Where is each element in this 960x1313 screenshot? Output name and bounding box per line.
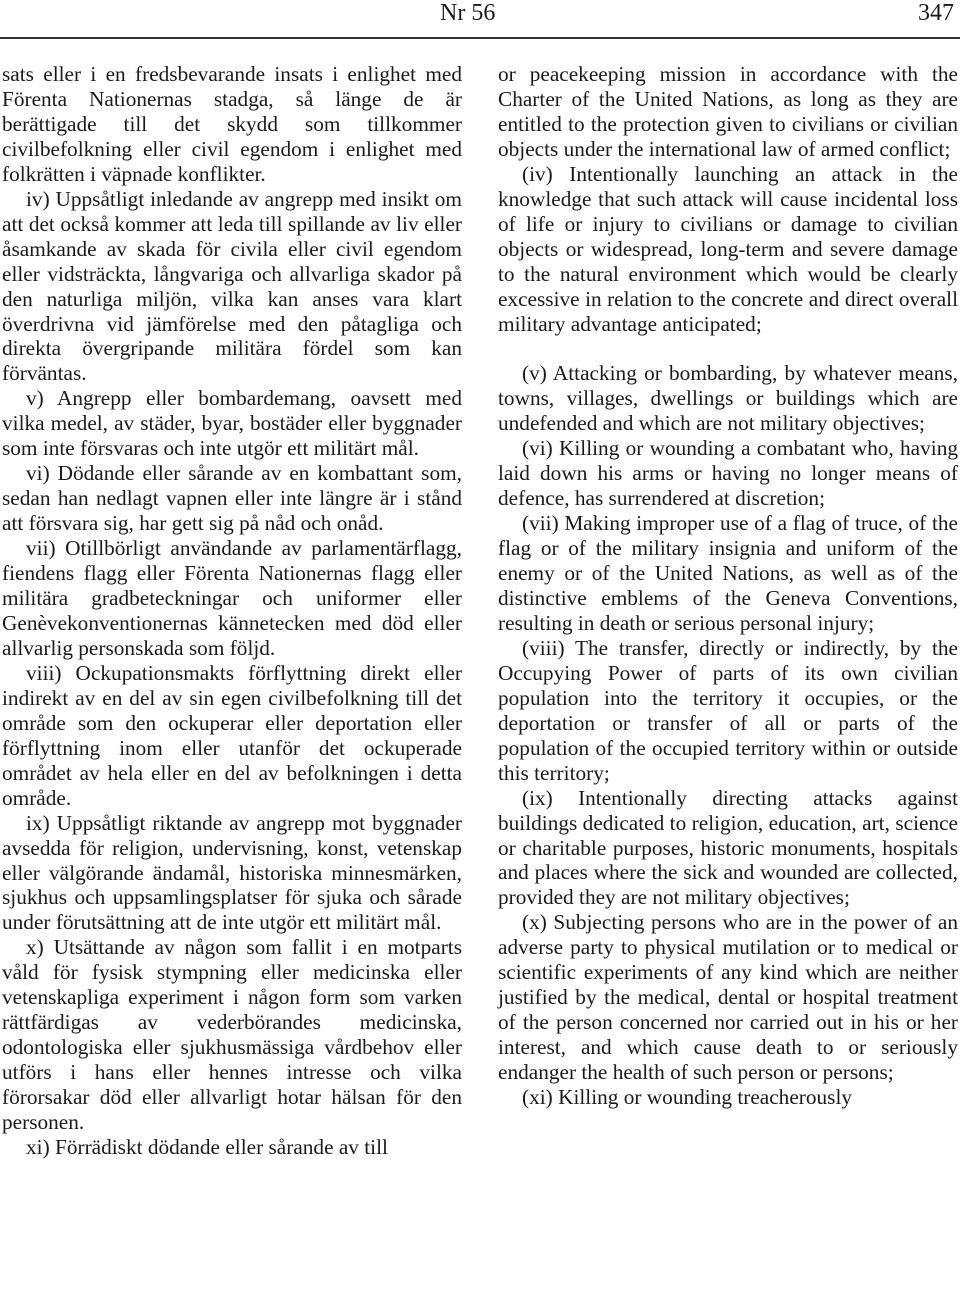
swedish-paragraph-vi: vi) Dödande eller sårande av en kombattant som, sedan han nedlagt vapnen eller inte längre är i stånd att försvara sig, har gett sig på nåd och onåd. <box>2 461 462 536</box>
swedish-paragraph-ix: ix) Uppsåtligt riktande av angrepp mot byggnader avsedda för religion, undervisning, konst, vetenskap eller välgörande ändamål, historiska minnesmärken, sjukhus och uppsamlingsplatser för sjuka och sårade under förutsättning att de inte utgör ett militärt mål. <box>2 810 462 935</box>
swedish-paragraph-x: x) Utsättande av någon som fallit i en motparts våld för fysisk stympning eller medicinska eller vetenskapliga experiment i någon form som varken rättfärdigas av vederbörandes medicinska, odontologiska eller sjukhusmässiga vårdbehov eller utförs i hans eller hennes intresse och vilka förorsakar död eller allvarligt hotar hälsan för den personen. <box>2 935 462 1135</box>
english-paragraph-viii: (viii) The transfer, directly or indirectly, by the Occupying Power of parts of its own civilian population into the territory it occupies, or the deportation or transfer of all or parts of the population of the occupied territory within or outside this territory; <box>498 635 958 785</box>
swedish-column <box>2 62 462 1160</box>
english-paragraph-vi: (vi) Killing or wounding a combatant who, having laid down his arms or having no longer means of defence, has surrendered at discretion; <box>498 436 958 511</box>
swedish-paragraph-vii: vii) Otillbörligt användande av parlamentärflagg, fiendens flagg eller Förenta Nationernas flagg eller militära gradbeteckningar och uniformer eller Genèvekonventionernas kännetecken med död eller allvarlig personskada som följd. <box>2 536 462 660</box>
english-paragraph-continuation: or peacekeeping mission in accordance with the Charter of the United Nations, as long as they are entitled to the protection given to civilians or civilian objects under the international law of armed conflict; <box>498 62 958 161</box>
issue-number: Nr 56 <box>440 0 496 26</box>
english-paragraph-x: (x) Subjecting persons who are in the power of an adverse party to physical mutilation or to medical or scientific experiments of any kind which are neither justified by the medical, dental or hospital treatment of the person concerned nor carried out in his or her interest, and which cause death to or seriously endanger the health of such person or persons; <box>498 910 958 1085</box>
swedish-paragraph-v: v) Angrepp eller bombardemang, oavsett med vilka medel, av städer, byar, bostäder eller byggnader som inte försvaras och inte utgör ett militärt mål. <box>2 386 462 461</box>
english-paragraph-vii: (vii) Making improper use of a flag of truce, of the flag or of the military insignia and uniform of the enemy or of the United Nations, as well as of the distinctive emblems of the Geneva Conventions, resulting in death or serious personal injury; <box>498 511 958 635</box>
swedish-paragraph-iv: iv) Uppsåtligt inledande av angrepp med insikt om att det också kommer att leda till spillande av liv eller åsamkande av skada för civila eller civil egendom eller vidsträckta, långvariga och allvarliga skador på den naturliga miljön, vilka kan anses vara klart överdrivna vid jämförelse med den påtagliga och direkta övergripande militära fördel som kan förväntas. <box>2 186 462 386</box>
page-number: 347 <box>918 0 954 26</box>
swedish-paragraph-viii: viii) Ockupationsmakts förflyttning direkt eller indirekt av en del av sin egen civilbefolkning till det område som den ockuperar eller deportation eller förflyttning inom eller utanför det ockuperade området av hela eller en del av befolkningen i detta område. <box>2 660 462 810</box>
english-paragraph-xi: (xi) Killing or wounding treacherously <box>522 1085 853 1110</box>
swedish-paragraph-continuation: sats eller i en fredsbevarande insats i enlighet med Förenta Nationernas stadga, så länge de är berättigade till det skydd som tillkommer civilbefolkning eller civil egendom i enlighet med folkrätten i väpnade konflikter. <box>2 62 462 186</box>
english-paragraph-iv: (iv) Intentionally launching an attack in the knowledge that such attack will cause incidental loss of life or injury to civilians or damage to civilian objects or widespread, long-term and severe damage to the natural environment which would be clearly excessive in relation to the concrete and direct overall military advantage anticipated; <box>498 161 958 336</box>
paragraph-spacer <box>498 336 958 361</box>
header-rule <box>0 37 960 39</box>
english-column <box>498 62 958 1110</box>
english-paragraph-ix: (ix) Intentionally directing attacks against buildings dedicated to religion, education, art, science or charitable purposes, historic monuments, hospitals and places where the sick and wounded are collected, provided they are not military objectives; <box>498 785 958 910</box>
page-header <box>0 0 960 40</box>
swedish-paragraph-xi: xi) Förrädiskt dödande eller sårande av till <box>26 1134 388 1159</box>
english-paragraph-v: (v) Attacking or bombarding, by whatever means, towns, villages, dwellings or buildings which are undefended and which are not military objectives; <box>498 361 958 436</box>
